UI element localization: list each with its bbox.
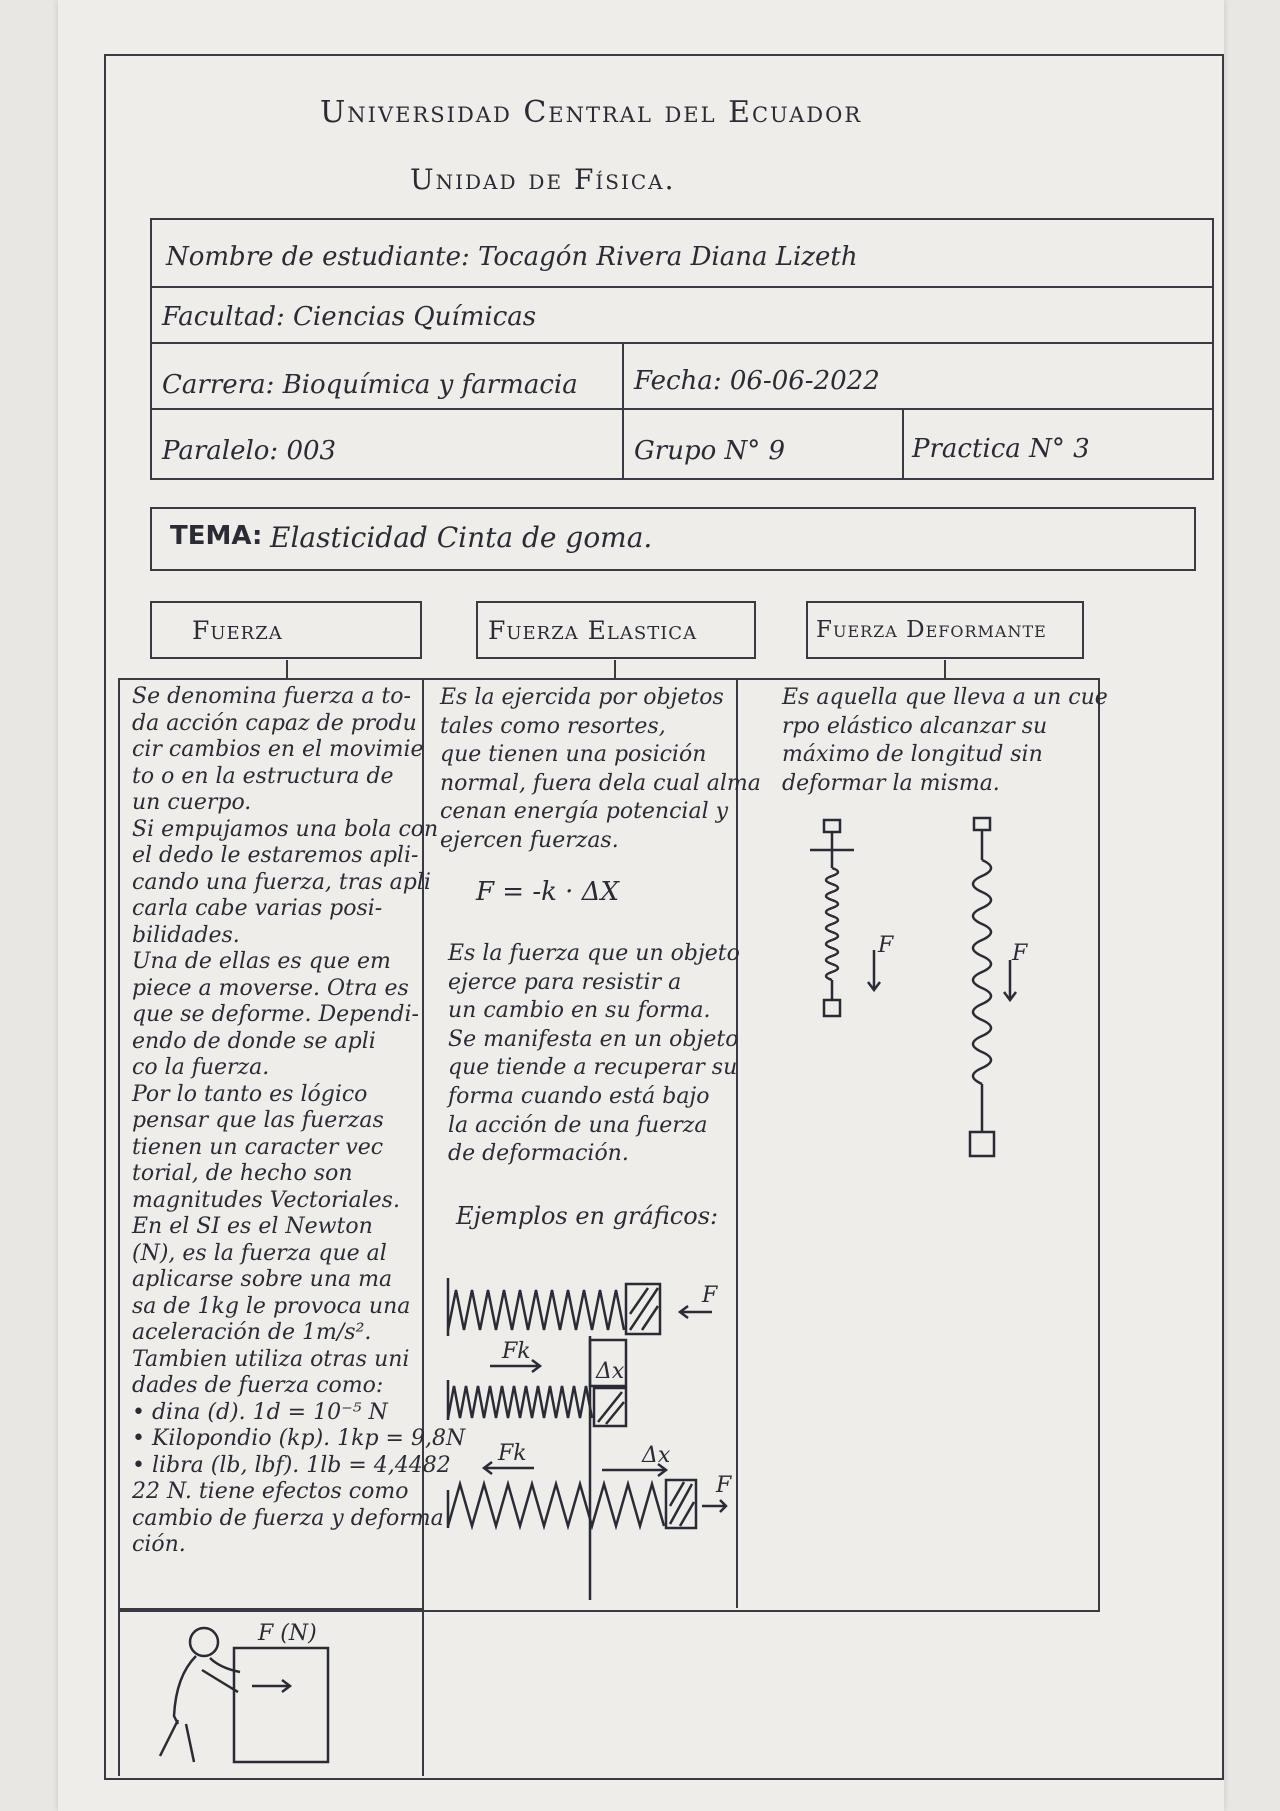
hooke-formula: F = -k · ΔX — [476, 877, 619, 907]
person-pushing-figure — [130, 1612, 420, 1772]
label-force-newton: F (N) — [258, 1621, 317, 1646]
deformante-text: Es aquella que lleva a un cue rpo elástico alcanzar su máximo de longitud sin deformar la misma. — [782, 685, 1108, 796]
student-name: Nombre de estudiante: Tocagón Rivera Diana Lizeth — [166, 242, 858, 272]
university-title: Universidad Central del Ecuador — [320, 95, 863, 130]
spring-examples-figure — [430, 1270, 736, 1600]
parallel: Paralelo: 003 — [162, 436, 337, 466]
topic-box — [150, 507, 1196, 571]
hanging-springs-figure — [790, 800, 1050, 1180]
label-f-spring-1: F — [878, 933, 894, 958]
date: Fecha: 06-06-2022 — [634, 366, 880, 396]
header-fuerza: Fuerza — [150, 601, 422, 659]
label-f-1: F — [702, 1283, 718, 1308]
elastica-text-1: Es la ejercida por objetos tales como resortes, que tienen una posición normal, fuera dela cual alma cenan energía potencial y ejercen fuerzas. — [440, 685, 761, 853]
header-fuerza-elastica: Fuerza Elastica — [476, 601, 756, 659]
label-f-spring-2: F — [1012, 941, 1028, 966]
header-fuerza-deformante: Fuerza Deformante — [806, 601, 1084, 659]
topic-text: Elasticidad Cinta de goma. — [270, 521, 653, 554]
fuerza-text: Se denomina fuerza a to- da acción capaz de produ cir cambios en el movimie to o en la estructura de un cuerpo. Si empujamos una bola con el dedo le estaremos apli- cando una fuerza, tras apli carla cabe varias posi- bilidades. Una de ellas es que em piece a moverse. Otra es que se deforme. Dependi- endo de donde se apli co la fuerza. Por lo tanto es lógico pensar que las fuerzas tienen un caracter vec torial, de hecho son magnitudes Vectoriales. En el SI es el Newton (N), es la fuerza que al aplicarse sobre una ma sa de 1kg le provoca una aceleración de 1m/s². Tambien utiliza otras uni dades de fuerza como: • dina (d). 1d = 10⁻⁵ N • Kilopondio (kp). 1kp = 9,8N • libra (lb, lbf). 1lb = 4,4482 22 N. tiene efectos como cambio de fuerza y deforma ción. — [132, 684, 466, 1557]
practice-number: Practica N° 3 — [912, 434, 1090, 464]
faculty: Facultad: Ciencias Químicas — [162, 302, 537, 332]
unit-title: Unidad de Física. — [410, 163, 676, 196]
topic-label: TEMA: — [170, 521, 263, 551]
label-fk-2: Fk — [498, 1441, 527, 1466]
group-number: Grupo N° 9 — [634, 436, 786, 466]
label-dx-2: Δx — [642, 1443, 671, 1468]
label-f-2: F — [716, 1473, 732, 1498]
elastica-text-2: Es la fuerza que un objeto ejerce para resistir a un cambio en su forma. Se manifesta en un objeto que tiende a recuperar su forma cuando está bajo la acción de una fuerza de deformación. — [448, 941, 740, 1167]
student-info-table — [150, 218, 1214, 480]
label-fk-1: Fk — [502, 1339, 531, 1364]
examples-heading: Ejemplos en gráficos: — [456, 1202, 719, 1230]
career: Carrera: Bioquímica y farmacia — [162, 370, 578, 400]
label-dx-1: Δx — [596, 1359, 625, 1384]
